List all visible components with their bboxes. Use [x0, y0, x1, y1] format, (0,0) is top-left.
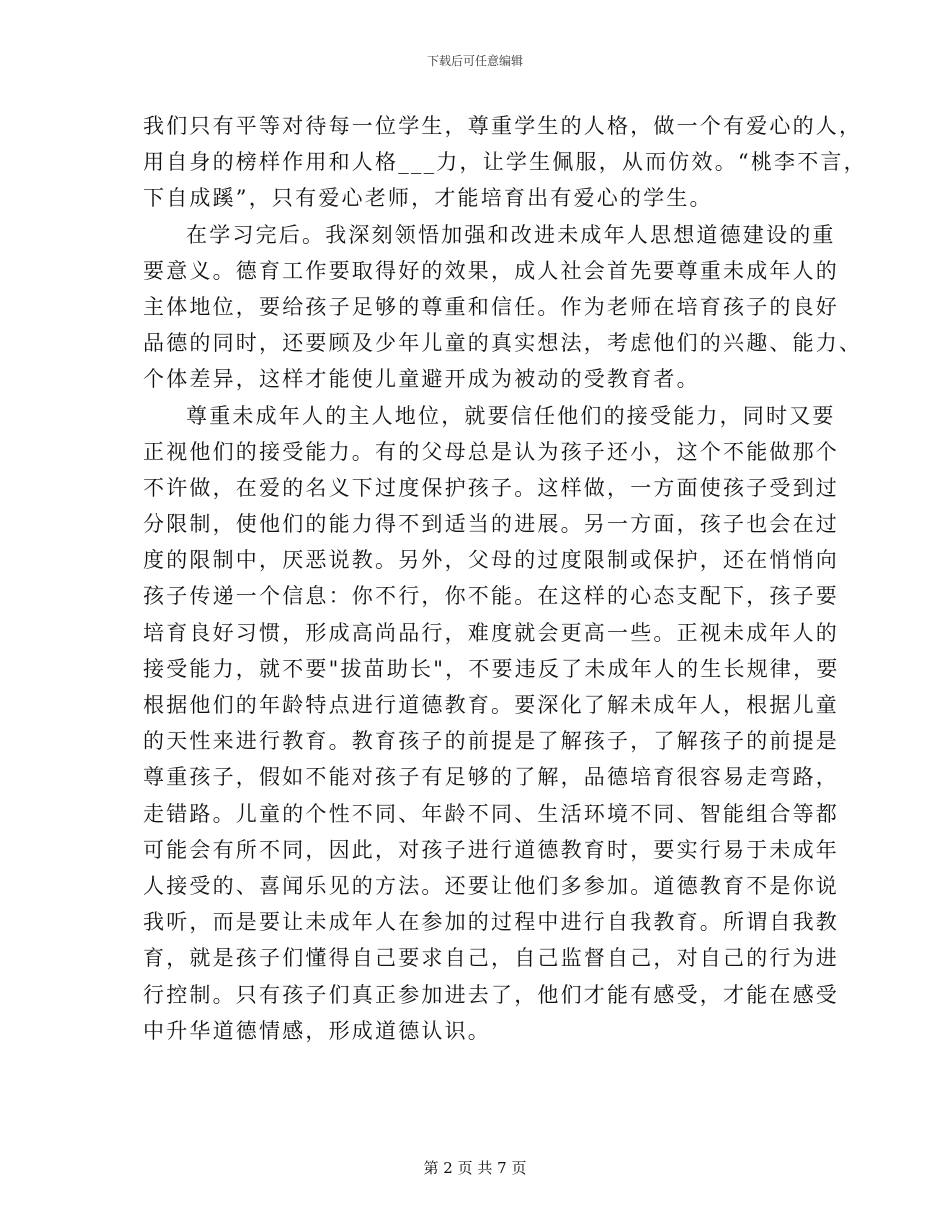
text-line: 接受能力，就不要"拔苗助长"，不要违反了未成年人的生长规律，要: [143, 656, 840, 681]
text-line: 分限制，使他们的能力得不到适当的进展。另一方面，孩子也会在过: [143, 512, 839, 537]
text-line: 的天性来进行教育。教育孩子的前提是了解孩子，了解孩子的前提是: [143, 729, 839, 754]
text-line: 正视他们的接受能力。有的父母总是认为孩子还小，这个不能做那个: [143, 439, 839, 464]
text-line: 要意义。德育工作要取得好的效果，成人社会首先要尊重未成年人的: [143, 258, 839, 283]
text-line: 品德的同时，还要顾及少年儿童的真实想法，考虑他们的兴趣、能力、: [143, 331, 863, 356]
text-line: 不许做，在爱的名义下过度保护孩子。这样做，一方面使孩子受到过: [143, 475, 839, 500]
page-header: 下载后可任意编辑: [426, 54, 523, 68]
text-line: 在学习完后。我深刻领悟加强和改进未成年人思想道德建设的重: [186, 222, 836, 247]
text-line: 尊重未成年人的主人地位，就要信任他们的接受能力，同时又要: [186, 403, 836, 428]
text-line: 中升华道德情感，形成道德认识。: [143, 1018, 491, 1043]
document-body: [143, 108, 867, 1049]
paragraph: [143, 108, 867, 217]
text-line: 下自成蹊”，只有爱心老师，才能培育出有爱心的学生。: [143, 186, 713, 211]
text-line: 我听，而是要让未成年人在参加的过程中进行自我教育。所谓自我教: [143, 910, 839, 935]
text-line: 根据他们的年龄特点进行道德教育。要深化了解未成年人，根据儿童: [143, 693, 839, 717]
text-line: 度的限制中，厌恶说教。另外，父母的过度限制或保护，还在悄悄向: [143, 548, 839, 573]
text-line: 育，就是孩子们懂得自己要求自己，自己监督自己，对自己的行为进: [143, 946, 839, 971]
text-line: 孩子传递一个信息：你不行，你不能。在这样的心态支配下，孩子要: [143, 584, 839, 609]
text-line: 人接受的、喜闻乐见的方法。还要让他们多参加。道德教育不是你说: [143, 873, 839, 898]
text-line: 培育良好习惯，形成高尚品行，难度就会更高一些。正视未成年人的: [143, 620, 839, 645]
paragraph: [143, 217, 863, 398]
text-line: 可能会有所不同，因此，对孩子进行道德教育时，要实行易于未成年: [143, 837, 839, 862]
text-line: 我们只有平等对待每一位学生，尊重学生的人格，做一个有爱心的人，: [143, 114, 863, 138]
text-line: 用自身的榜样作用和人格___力，让学生佩服，从而仿效。“桃李不言，: [143, 150, 867, 175]
text-line: 行控制。只有孩子们真正参加进去了，他们才能有感受，才能在感受: [143, 982, 839, 1007]
paragraph: [143, 398, 840, 1049]
text-line: 个体差异，这样才能使儿童避开成为被动的受教育者。: [143, 367, 700, 392]
text-line: 主体地位，要给孩子足够的尊重和信任。作为老师在培育孩子的良好: [143, 294, 839, 319]
text-line: 走错路。儿童的个性不同、年龄不同、生活环境不同、智能组合等都: [143, 801, 839, 826]
page-footer: 第 2 页 共 7 页: [423, 1159, 527, 1177]
text-line: 尊重孩子，假如不能对孩子有足够的了解，品德培育很容易走弯路，: [143, 765, 839, 790]
